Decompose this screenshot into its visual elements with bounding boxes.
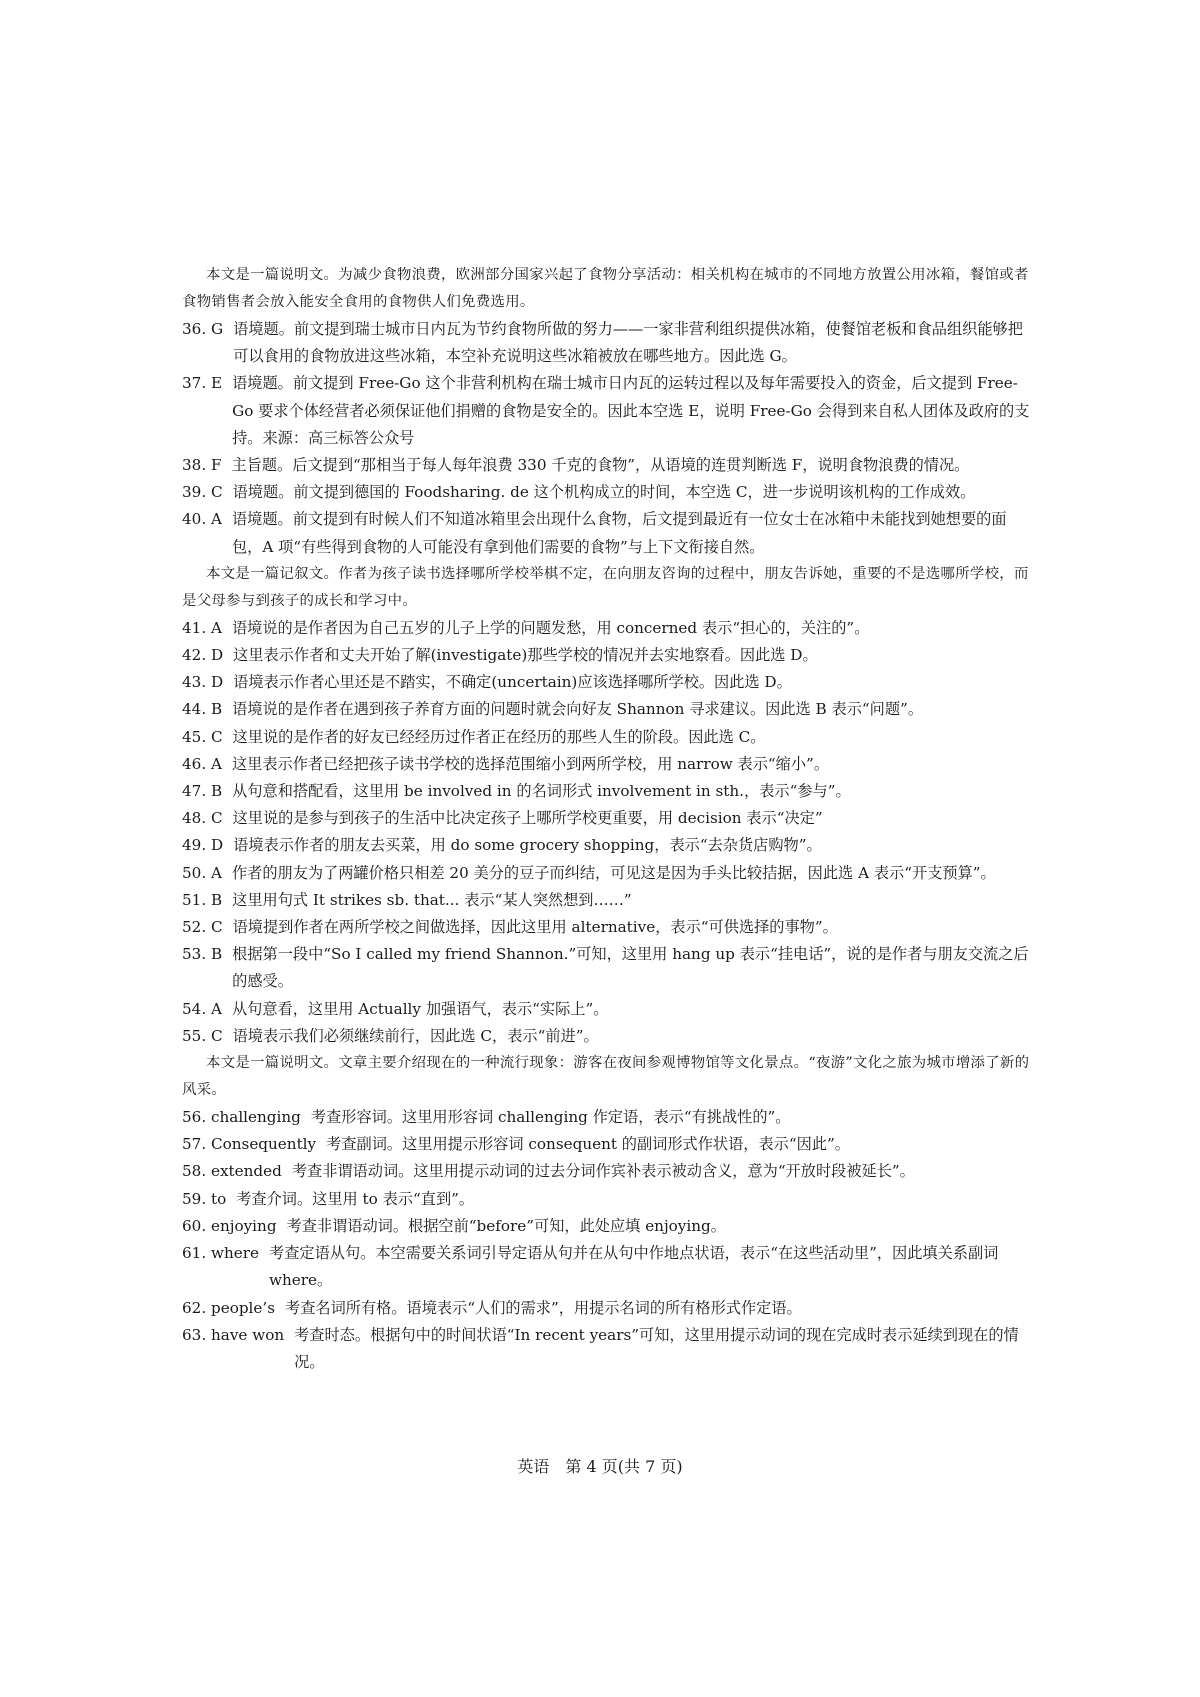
answer-explanation: 语境表示我们必须继续前行，因此选 C，表示“前进”。	[232, 1026, 599, 1045]
answer-number: 45. C	[182, 727, 223, 746]
answer-explanations	[182, 262, 1030, 1376]
answer-number: 55. C	[182, 1026, 223, 1045]
answer-number: 46. A	[182, 754, 222, 773]
answer-number: 60. enjoying	[182, 1216, 277, 1235]
answer-explanation: 考查名词所有格。语境表示“人们的需求”，用提示名词的所有格形式作定语。	[285, 1298, 802, 1317]
answer-number: 49. D	[182, 836, 224, 855]
answer-number: 50. A	[182, 863, 222, 882]
answer-item	[182, 860, 1030, 887]
section-intro: 本文是一篇说明文。文章主要介绍现在的一种流行现象：游客在夜间参观博物馆等文化景点。“夜游”文化之旅为城市增添了新的风采。	[182, 1055, 1030, 1099]
answer-explanation: 语境题。前文提到 Free-Go 这个非营利机构在瑞士城市日内瓦的运转过程以及每年需要投入的资金，后文提到 Free-Go 要求个体经营者必须保证他们捐赠的食物是安全的。因此本空选 E，说明 Free-Go 会得到来自私人团体及政府的支持。来源：高三标答公众号	[232, 374, 1030, 447]
answer-number: 57. Consequently	[182, 1135, 317, 1154]
answer-item	[182, 506, 1030, 560]
section-intro: 本文是一篇记叙文。作者为孩子读书选择哪所学校举棋不定，在向朋友咨询的过程中，朋友告诉她，重要的不是选哪所学校，而是父母参与到孩子的成长和学习中。	[182, 565, 1029, 609]
answer-item	[182, 832, 1030, 859]
answer-item	[182, 615, 1030, 642]
answer-item	[182, 778, 1030, 805]
answer-item	[182, 316, 1030, 370]
answer-item	[182, 941, 1030, 995]
answer-number: 43. D	[182, 673, 224, 692]
answer-explanation: 考查介词。这里用 to 表示“直到”。	[236, 1189, 475, 1208]
answer-explanation: 这里表示作者和丈夫开始了解(investigate)那些学校的情况并去实地察看。因此选 D。	[233, 646, 818, 665]
answer-number: 36. G	[182, 320, 224, 338]
answer-number: 63. have won	[182, 1325, 285, 1344]
answer-item	[182, 370, 1030, 452]
answer-item	[182, 642, 1030, 669]
answer-item	[182, 996, 1030, 1023]
answer-explanation: 考查副词。这里用提示形容词 consequent 的副词形式作状语，表示“因此”。	[326, 1135, 850, 1154]
answer-item	[182, 1186, 1030, 1213]
answer-item	[182, 1295, 1030, 1322]
answer-number: 48. C	[182, 809, 223, 828]
page-footer: 英语 第 4 页(共 7 页)	[517, 1457, 683, 1476]
answer-number: 44. B	[182, 700, 223, 719]
answer-number: 58. extended	[182, 1162, 282, 1181]
answer-number: 59. to	[182, 1189, 227, 1208]
answer-item	[182, 696, 1030, 723]
answer-item	[182, 805, 1030, 832]
answer-item	[182, 1213, 1030, 1240]
answer-explanation: 考查非谓语动词。这里用提示动词的过去分词作宾补表示被动含义，意为“开放时段被延长”。	[291, 1162, 915, 1181]
answer-explanation: 主旨题。后文提到“那相当于每人每年浪费 330 千克的食物”，从语境的连贯判断选 F，说明食物浪费的情况。	[231, 456, 970, 475]
answer-number: 42. D	[182, 646, 224, 665]
answer-explanation: 语境表示作者心里还是不踏实，不确定(uncertain)应该选择哪所学校。因此选 D。	[233, 673, 792, 692]
answer-number: 47. B	[182, 782, 223, 801]
answer-explanation: 这里说的是作者的好友已经经历过作者正在经历的那些人生的阶段。因此选 C。	[232, 727, 766, 746]
answer-item	[182, 914, 1030, 941]
answer-explanation: 从句意看，这里用 Actually 加强语气，表示“实际上”。	[231, 999, 609, 1018]
answer-number: 61. where	[182, 1244, 259, 1263]
answer-explanation: 语境题。前文提到有时候人们不知道冰箱里会出现什么食物，后文提到最近有一位女士在冰箱中未能找到她想要的面包，A 项“有些得到食物的人可能没有拿到他们需要的食物”与上下文衔接自然。	[231, 510, 1007, 556]
answer-explanation: 考查非谓语动词。根据空前“before”可知，此处应填 enjoying。	[286, 1216, 726, 1235]
answer-explanation: 语境题。前文提到瑞士城市日内瓦为节约食物所做的努力——一家非营利组织提供冰箱，使餐馆老板和食品组织能够把可以食用的食物放进这些冰箱，本空补充说明这些冰箱被放在哪些地方。因此选 G。	[233, 320, 1023, 366]
answer-explanation: 考查时态。根据句中的时间状语“In recent years”可知，这里用提示动词的现在完成时表示延续到现在的情况。	[294, 1325, 1019, 1371]
answer-explanation: 语境题。前文提到德国的 Foodsharing. de 这个机构成立的时间，本空选 C，进一步说明该机构的工作成效。	[232, 483, 976, 502]
answer-explanation: 这里表示作者已经把孩子读书学校的选择范围缩小到两所学校，用 narrow 表示“缩小”。	[231, 754, 830, 773]
answer-explanation: 这里用句式 It strikes sb. that... 表示“某人突然想到……”	[232, 890, 632, 909]
answer-item	[182, 1023, 1030, 1050]
answer-explanation: 考查形容词。这里用形容词 challenging 作定语，表示“有挑战性的”。	[310, 1108, 791, 1127]
answer-item	[182, 1322, 1030, 1376]
answer-number: 52. C	[182, 918, 223, 937]
answer-item	[182, 724, 1030, 751]
answer-explanation: 语境说的是作者在遇到孩子养育方面的问题时就会向好友 Shannon 寻求建议。因此选 B 表示“问题”。	[232, 700, 924, 719]
answer-number: 53. B	[182, 945, 223, 964]
answer-number: 40. A	[182, 510, 222, 529]
answer-item	[182, 479, 1030, 506]
answer-number: 56. challenging	[182, 1108, 301, 1127]
answer-item	[182, 1104, 1030, 1131]
answer-number: 39. C	[182, 483, 223, 502]
answer-number: 62. people’s	[182, 1298, 276, 1317]
answer-explanation: 语境说的是作者因为自己五岁的儿子上学的问题发愁，用 concerned 表示“担心的，关注的”。	[231, 618, 870, 637]
answer-number: 51. B	[182, 890, 223, 909]
section-intro: 本文是一篇说明文。为减少食物浪费，欧洲部分国家兴起了食物分享活动：相关机构在城市的不同地方放置公用冰箱，餐馆或者食物销售者会放入能安全食用的食物供人们免费选用。	[182, 267, 1029, 310]
answer-item	[182, 887, 1030, 914]
answer-explanation: 语境提到作者在两所学校之间做选择，因此这里用 alternative，表示“可供选择的事物”。	[232, 918, 838, 937]
answer-item	[182, 751, 1030, 778]
answer-number: 38. F	[182, 456, 222, 475]
answer-explanation: 这里说的是参与到孩子的生活中比决定孩子上哪所学校更重要，用 decision 表示“决定”	[232, 809, 823, 828]
answer-number: 41. A	[182, 618, 222, 637]
answer-item	[182, 1131, 1030, 1158]
answer-number: 37. E	[182, 374, 223, 393]
answer-number: 54. A	[182, 999, 222, 1018]
answer-explanation: 考查定语从句。本空需要关系词引导定语从句并在从句中作地点状语，表示“在这些活动里”，因此填关系副词 where。	[269, 1244, 999, 1290]
answer-explanation: 语境表示作者的朋友去买菜，用 do some grocery shopping，表示“去杂货店购物”。	[233, 836, 822, 855]
answer-item	[182, 1240, 1030, 1294]
answer-item	[182, 669, 1030, 696]
answer-item	[182, 1158, 1030, 1185]
answer-item	[182, 452, 1030, 479]
answer-explanation: 根据第一段中“So I called my friend Shannon.”可知，这里用 hang up 表示“挂电话”，说的是作者与朋友交流之后的感受。	[232, 945, 1029, 991]
answer-explanation: 作者的朋友为了两罐价格只相差 20 美分的豆子而纠结，可见这是因为手头比较拮据，因此选 A 表示“开支预算”。	[231, 863, 996, 882]
answer-explanation: 从句意和搭配看，这里用 be involved in 的名词形式 involvement in sth.，表示“参与”。	[232, 782, 851, 801]
